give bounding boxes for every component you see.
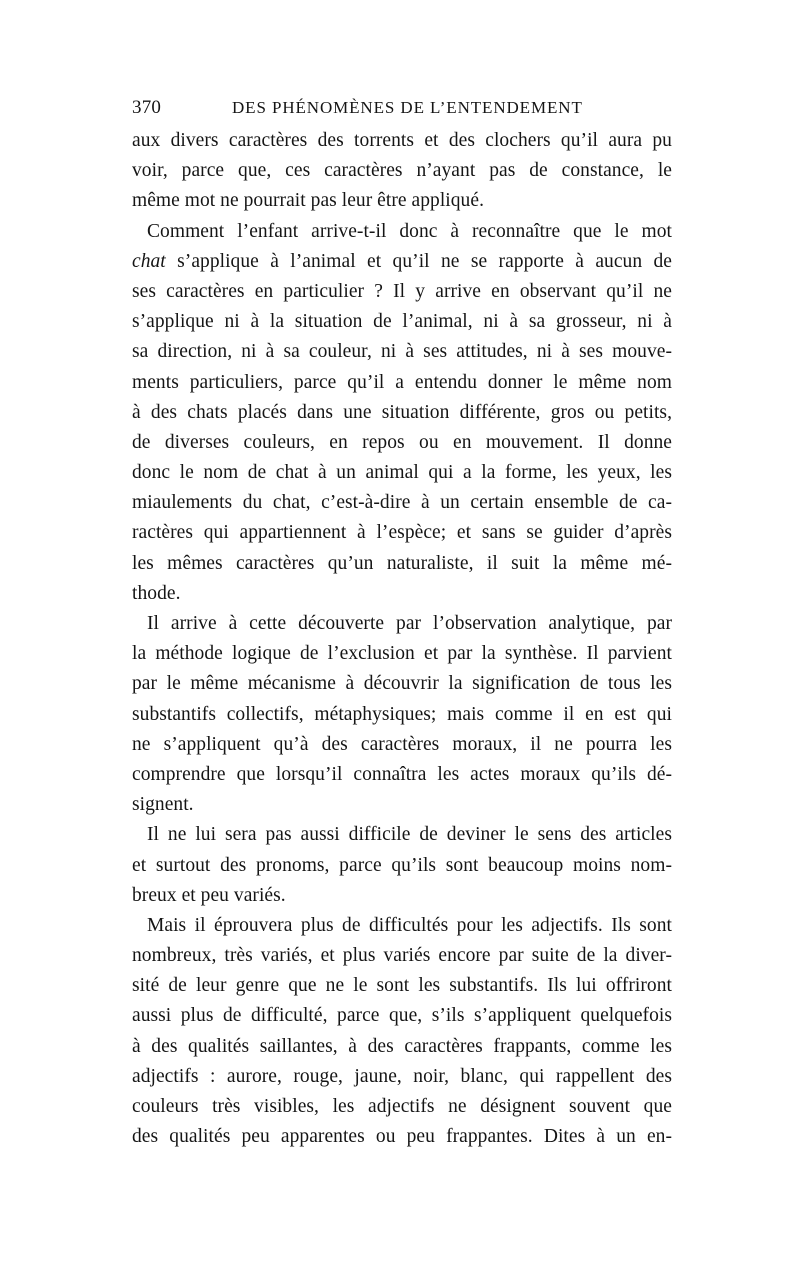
text-line: Il arrive à cette découverte par l’observation analytique, par	[147, 613, 672, 634]
text-line: adjectifs : aurore, rouge, jaune, noir, blanc, qui rappellent des	[132, 1065, 672, 1087]
text-line: la méthode logique de l’exclusion et par la synthèse. Il parvient	[132, 643, 672, 665]
text-line: Il ne lui sera pas aussi difficile de deviner le sens des articles	[147, 824, 672, 846]
page-header	[132, 96, 680, 120]
text-line: sa direction, ni à sa couleur, ni à ses attitudes, ni à ses mouve-	[132, 341, 672, 363]
text-line: ne s’appliquent qu’à des caractères moraux, il ne pourra les	[132, 733, 672, 755]
text-line: donc le nom de chat à un animal qui a la forme, les yeux, les	[132, 462, 672, 484]
text-line: même mot ne pourrait pas leur être appliqué.	[132, 190, 484, 212]
text-line: signent.	[132, 794, 194, 816]
page-number: 370	[132, 97, 162, 118]
text-line: à des qualités saillantes, à des caractères frappants, comme les	[132, 1035, 672, 1057]
text-line: comprendre que lorsqu’il connaîtra les actes moraux qu’ils dé-	[132, 763, 672, 785]
text-line: s’applique ni à la situation de l’animal, ni à sa grosseur, ni à	[132, 311, 672, 333]
text-line: Comment l’enfant arrive-t-il donc à reconnaître que le mot	[147, 220, 672, 242]
text-line: aussi plus de difficulté, parce que, s’ils s’appliquent quelquefois	[132, 1005, 672, 1027]
text-line: couleurs très visibles, les adjectifs ne désignent souvent que	[132, 1096, 672, 1117]
text-line: des qualités peu apparentes ou peu frappantes. Dites à un en-	[132, 1126, 672, 1148]
text-line: voir, parce que, ces caractères n’ayant pas de constance, le	[132, 160, 672, 182]
text-line: ses caractères en particulier ? Il y arrive en observant qu’il ne	[132, 280, 672, 302]
text-line: breux et peu variés.	[132, 884, 286, 906]
text-line: chat s’applique à l’animal et qu’il ne se rapporte à aucun de	[132, 250, 672, 272]
running-head: DES PHÉNOMÈNES DE L’ENTENDEMENT	[232, 98, 583, 117]
text-line: nombreux, très variés, et plus variés encore par suite de la diver-	[132, 945, 672, 967]
text-line: Mais il éprouvera plus de difficultés pour les adjectifs. Ils sont	[147, 914, 672, 936]
body-text	[132, 126, 672, 1152]
text-line: aux divers caractères des torrents et des clochers qu’il aura pu	[132, 130, 672, 151]
text-line: les mêmes caractères qu’un naturaliste, il suit la même mé-	[132, 552, 672, 574]
text-line: à des chats placés dans une situation différente, gros ou petits,	[132, 401, 672, 423]
text-line: ractères qui appartiennent à l’espèce; et sans se guider d’après	[132, 522, 672, 544]
text-line: sité de leur genre que ne le sont les substantifs. Ils lui offriront	[132, 975, 672, 997]
text-line: substantifs collectifs, métaphysiques; mais comme il en est qui	[132, 703, 672, 725]
text-line: par le même mécanisme à découvrir la signification de tous les	[132, 673, 672, 695]
text-line: miaulements du chat, c’est-à-dire à un certain ensemble de ca-	[132, 492, 672, 514]
text-line: de diverses couleurs, en repos ou en mouvement. Il donne	[132, 431, 672, 453]
text-line: et surtout des pronoms, parce qu’ils sont beaucoup moins nom-	[132, 854, 672, 876]
text-line: thode.	[132, 582, 181, 604]
italic-word: chat	[132, 250, 166, 272]
text-line: ments particuliers, parce qu’il a entendu donner le même nom	[132, 371, 672, 393]
